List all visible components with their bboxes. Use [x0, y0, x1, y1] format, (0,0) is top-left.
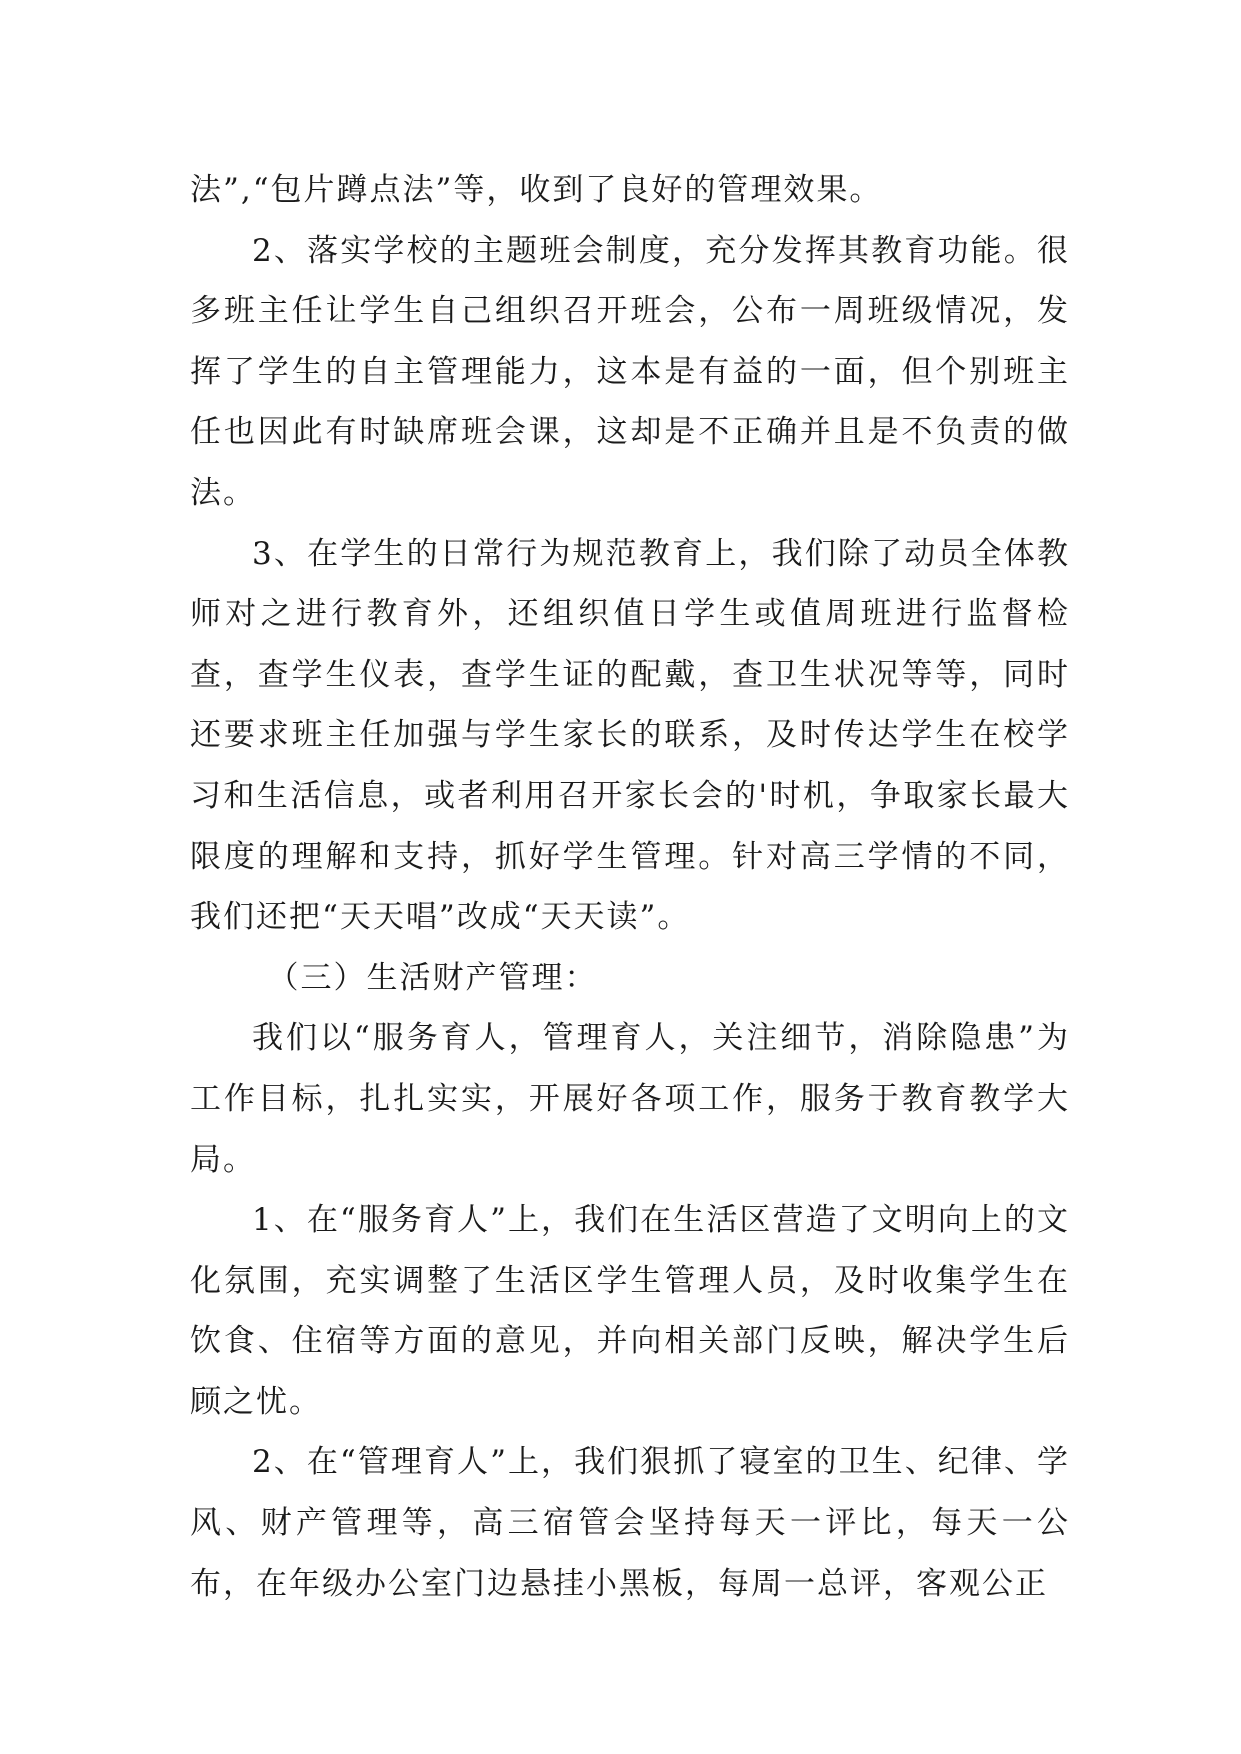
section-heading-living-property: （三）生活财产管理：	[267, 959, 598, 996]
paragraph-class-meeting: 2、落实学校的主题班会制度，充分发挥其教育功能。很多班主任让学生自己组织召开班会，公布一周班级情况，发挥了学生的自主管理能力，这本是有益的一面，但个别班主任也因此有时缺席班会课，这却是不正确并且是不负责的做法。	[190, 232, 1070, 511]
paragraph-behavior-education: 3、在学生的日常行为规范教育上，我们除了动员全体教师对之进行教育外，还组织值日学生或值周班进行监督检查，查学生仪表，查学生证的配戴，查卫生状况等等，同时还要求班主任加强与学生家长的联系，及时传达学生在校学习和生活信息，或者利用召开家长会的'时机，争取家长最大限度的理解和支持，抓好学生管理。针对高三学情的不同，我们还把“天天唱”改成“天天读”。	[190, 535, 1070, 936]
paragraph-work-goal: 我们以“服务育人，管理育人，关注细节，消除隐患”为工作目标，扎扎实实，开展好各项工作，服务于教育教学大局。	[190, 1020, 1070, 1178]
document-body	[190, 160, 1070, 1614]
paragraph-service-education: 1、在“服务育人”上，我们在生活区营造了文明向上的文化氛围，充实调整了生活区学生管理人员，及时收集学生在饮食、住宿等方面的意见，并向相关部门反映，解决学生后顾之忧。	[190, 1202, 1070, 1420]
paragraph-management-education: 2、在“管理育人”上，我们狠抓了寝室的卫生、纪律、学风、财产管理等，高三宿管会坚持每天一评比，每天一公布，在年级办公室门边悬挂小黑板，每周一总评，客观公正	[190, 1444, 1070, 1602]
paragraph-continuation: 法”,“包片蹲点法”等，收到了良好的管理效果。	[190, 172, 883, 208]
